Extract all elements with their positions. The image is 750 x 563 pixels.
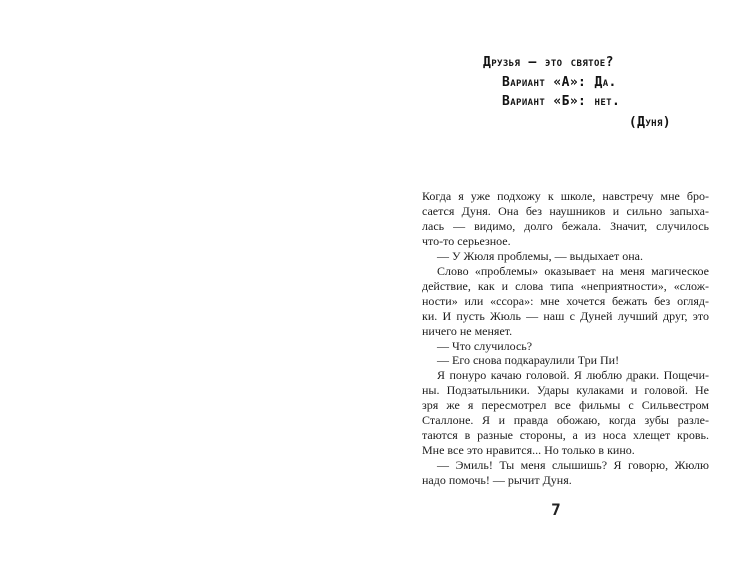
body-line: Слово «проблемы» оказывает на меня магическое <box>437 263 709 278</box>
body-line: Когда я уже подхожу к школе, навстречу мне бро- <box>422 189 709 203</box>
body-line: ности» или «ссора»: мне хочется бежать без огляд- <box>422 293 709 308</box>
body-line: Сталлоне. Я и правда обожаю, когда зубы разле- <box>422 413 709 428</box>
body-text <box>422 189 709 488</box>
body-line: действие, как и слова типа «неприятности», «слож- <box>422 278 709 293</box>
body-line: надо помочь! — рычит Дуня. <box>422 473 572 488</box>
body-line: — Эмиль! Ты меня слышишь? Я говорю, Жюлю <box>437 458 709 473</box>
body-line: таются в разные стороны, а из носа хлещет кровь. <box>422 428 709 443</box>
body-line: лась — видимо, долго бежала. Значит, случилось <box>422 218 709 233</box>
epigraph-line: Вариант «А»: Да. <box>502 74 617 90</box>
epigraph-line: Друзья — это святое? <box>483 55 614 70</box>
epigraph-line: (Дуня) <box>628 115 671 130</box>
body-line: — У Жюля проблемы, — выдыхает она. <box>437 248 644 263</box>
body-line: — Его снова подкараулили Три Пи! <box>437 353 620 368</box>
epigraph <box>483 53 671 133</box>
body-line: зря же я пересмотрел все фильмы с Сильвестром <box>422 398 709 413</box>
body-line: ны. Подзатыльники. Удары кулаками и головой. Не <box>422 383 709 398</box>
body-line: ничего не меняет. <box>422 323 513 338</box>
body-line: сается Дуня. Она без наушников и сильно запыха- <box>422 203 709 218</box>
body-line: что-то серьезное. <box>422 233 511 248</box>
page-number: 7 <box>551 500 561 519</box>
body-line: Я понуро качаю головой. Я люблю драки. Пощечи- <box>437 368 709 383</box>
epigraph-line: Вариант «Б»: нет. <box>502 94 621 109</box>
body-line: ки. И пусть Жюль — наш с Дуней лучший друг, это <box>422 308 709 323</box>
body-line: — Что случилось? <box>437 338 533 353</box>
body-line: Мне все это нравится... Но только в кино. <box>422 443 635 458</box>
